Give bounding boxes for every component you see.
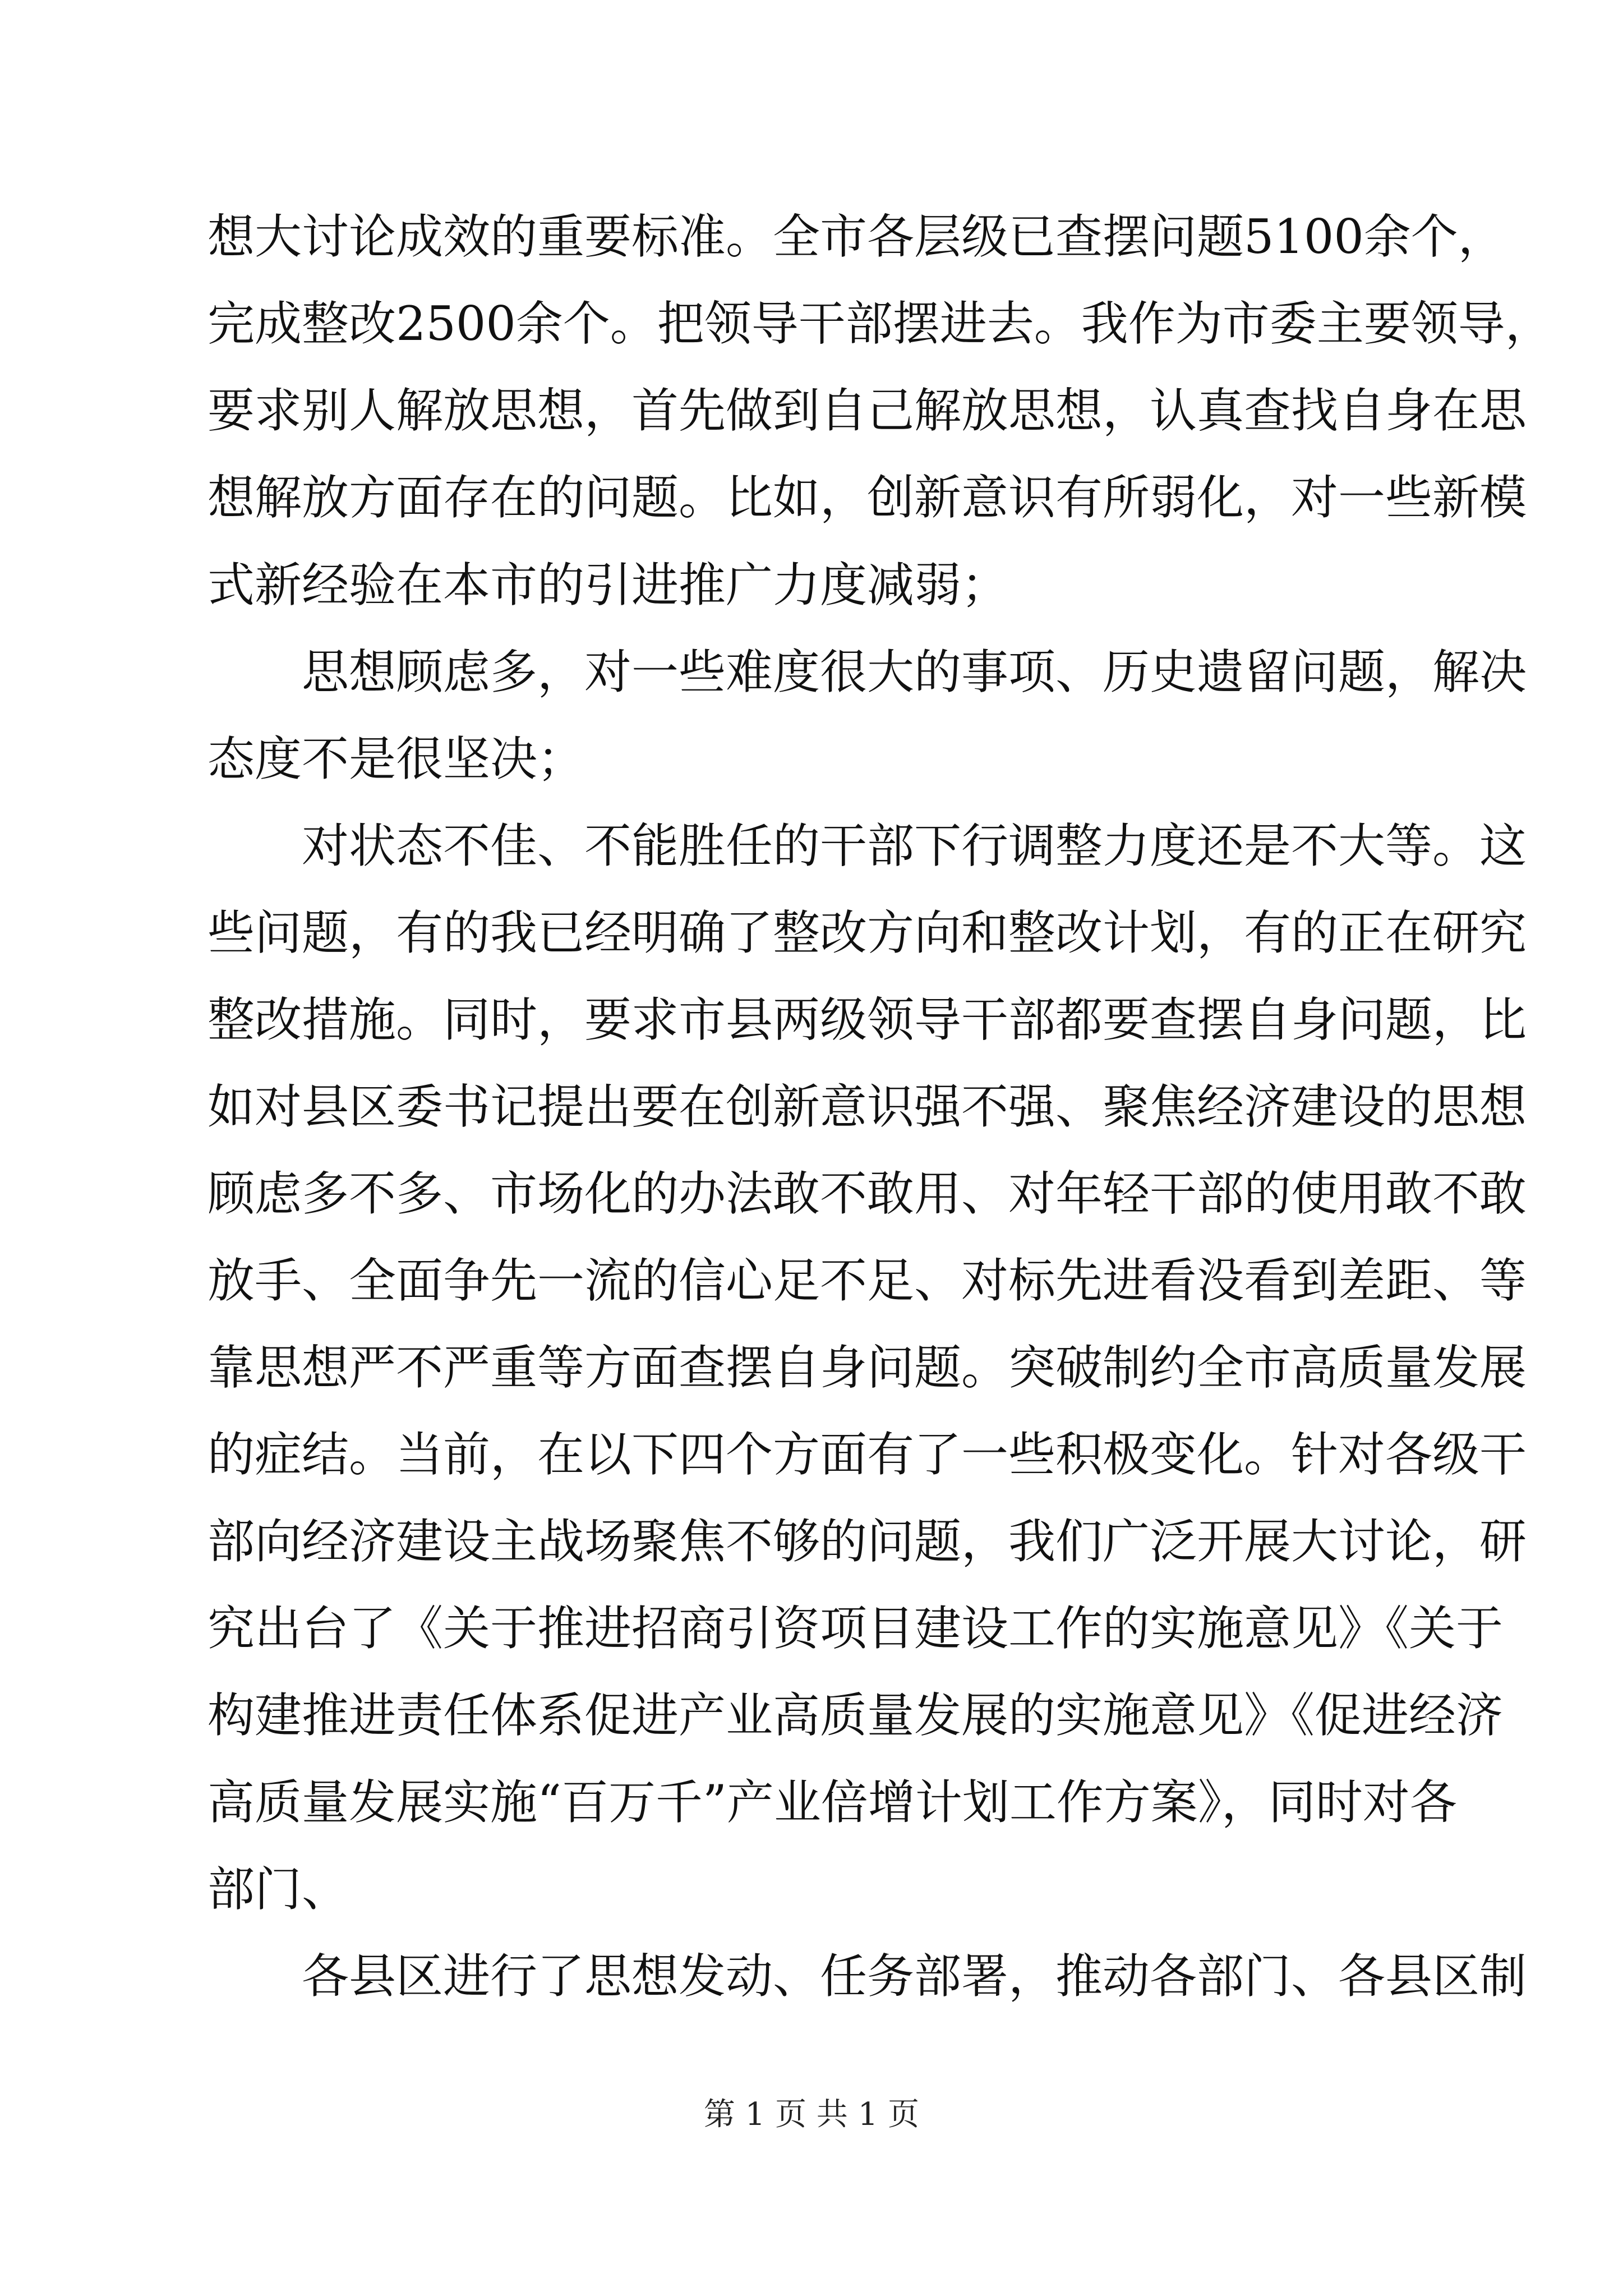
text-line: 放手、全面争先一流的信心足不足、对标先进看没看到差距、等 <box>208 1253 1527 1308</box>
text-line: 各县区进行了思想发动、任务部署，推动各部门、各县区制 <box>302 1949 1527 2004</box>
text-line: 要求别人解放思想，首先做到自己解放思想，认真查找自身在思 <box>208 383 1527 438</box>
text-line: 靠思想严不严重等方面查摆自身问题。突破制约全市高质量发展 <box>208 1340 1527 1395</box>
text-line: 想解放方面存在的问题。比如，创新意识有所弱化，对一些新模 <box>208 470 1527 525</box>
text-line: 整改措施。同时，要求市县两级领导干部都要查摆自身问题，比 <box>208 992 1527 1047</box>
text-line: 部门、 <box>208 1862 349 1917</box>
text-line: 思想顾虑多，对一些难度很大的事项、历史遗留问题，解决 <box>302 645 1527 700</box>
page-footer: 第 1 页 共 1 页 <box>703 2096 920 2133</box>
text-line: 式新经验在本市的引进推广力度减弱； <box>208 558 1009 613</box>
text-line: 如对县区委书记提出要在创新意识强不强、聚焦经济建设的思想 <box>208 1079 1527 1134</box>
text-line: 构建推进责任体系促进产业高质量发展的实施意见》《促进经济 <box>208 1688 1504 1743</box>
text-line: 究出台了《关于推进招商引资项目建设工作的实施意见》《关于 <box>208 1601 1504 1656</box>
text-line: 态度不是很坚决； <box>208 731 585 786</box>
text-line: 的症结。当前，在以下四个方面有了一些积极变化。针对各级干 <box>208 1427 1527 1482</box>
text-line: 对状态不佳、不能胜任的干部下行调整力度还是不大等。这 <box>302 818 1527 873</box>
text-line: 完成整改2500余个。把领导干部摆进去。我作为市委主要领导， <box>208 296 1552 351</box>
text-line: 些问题，有的我已经明确了整改方向和整改计划，有的正在研究 <box>208 905 1527 960</box>
text-line: 想大讨论成效的重要标准。全市各层级已查摆问题5100余个， <box>208 209 1505 264</box>
text-line: 顾虑多不多、市场化的办法敢不敢用、对年轻干部的使用敢不敢 <box>208 1166 1527 1221</box>
text-line: 高质量发展实施“百万千”产业倍增计划工作方案》，同时对各 <box>208 1775 1457 1830</box>
text-line: 部向经济建设主战场聚焦不够的问题，我们广泛开展大讨论，研 <box>208 1514 1527 1569</box>
